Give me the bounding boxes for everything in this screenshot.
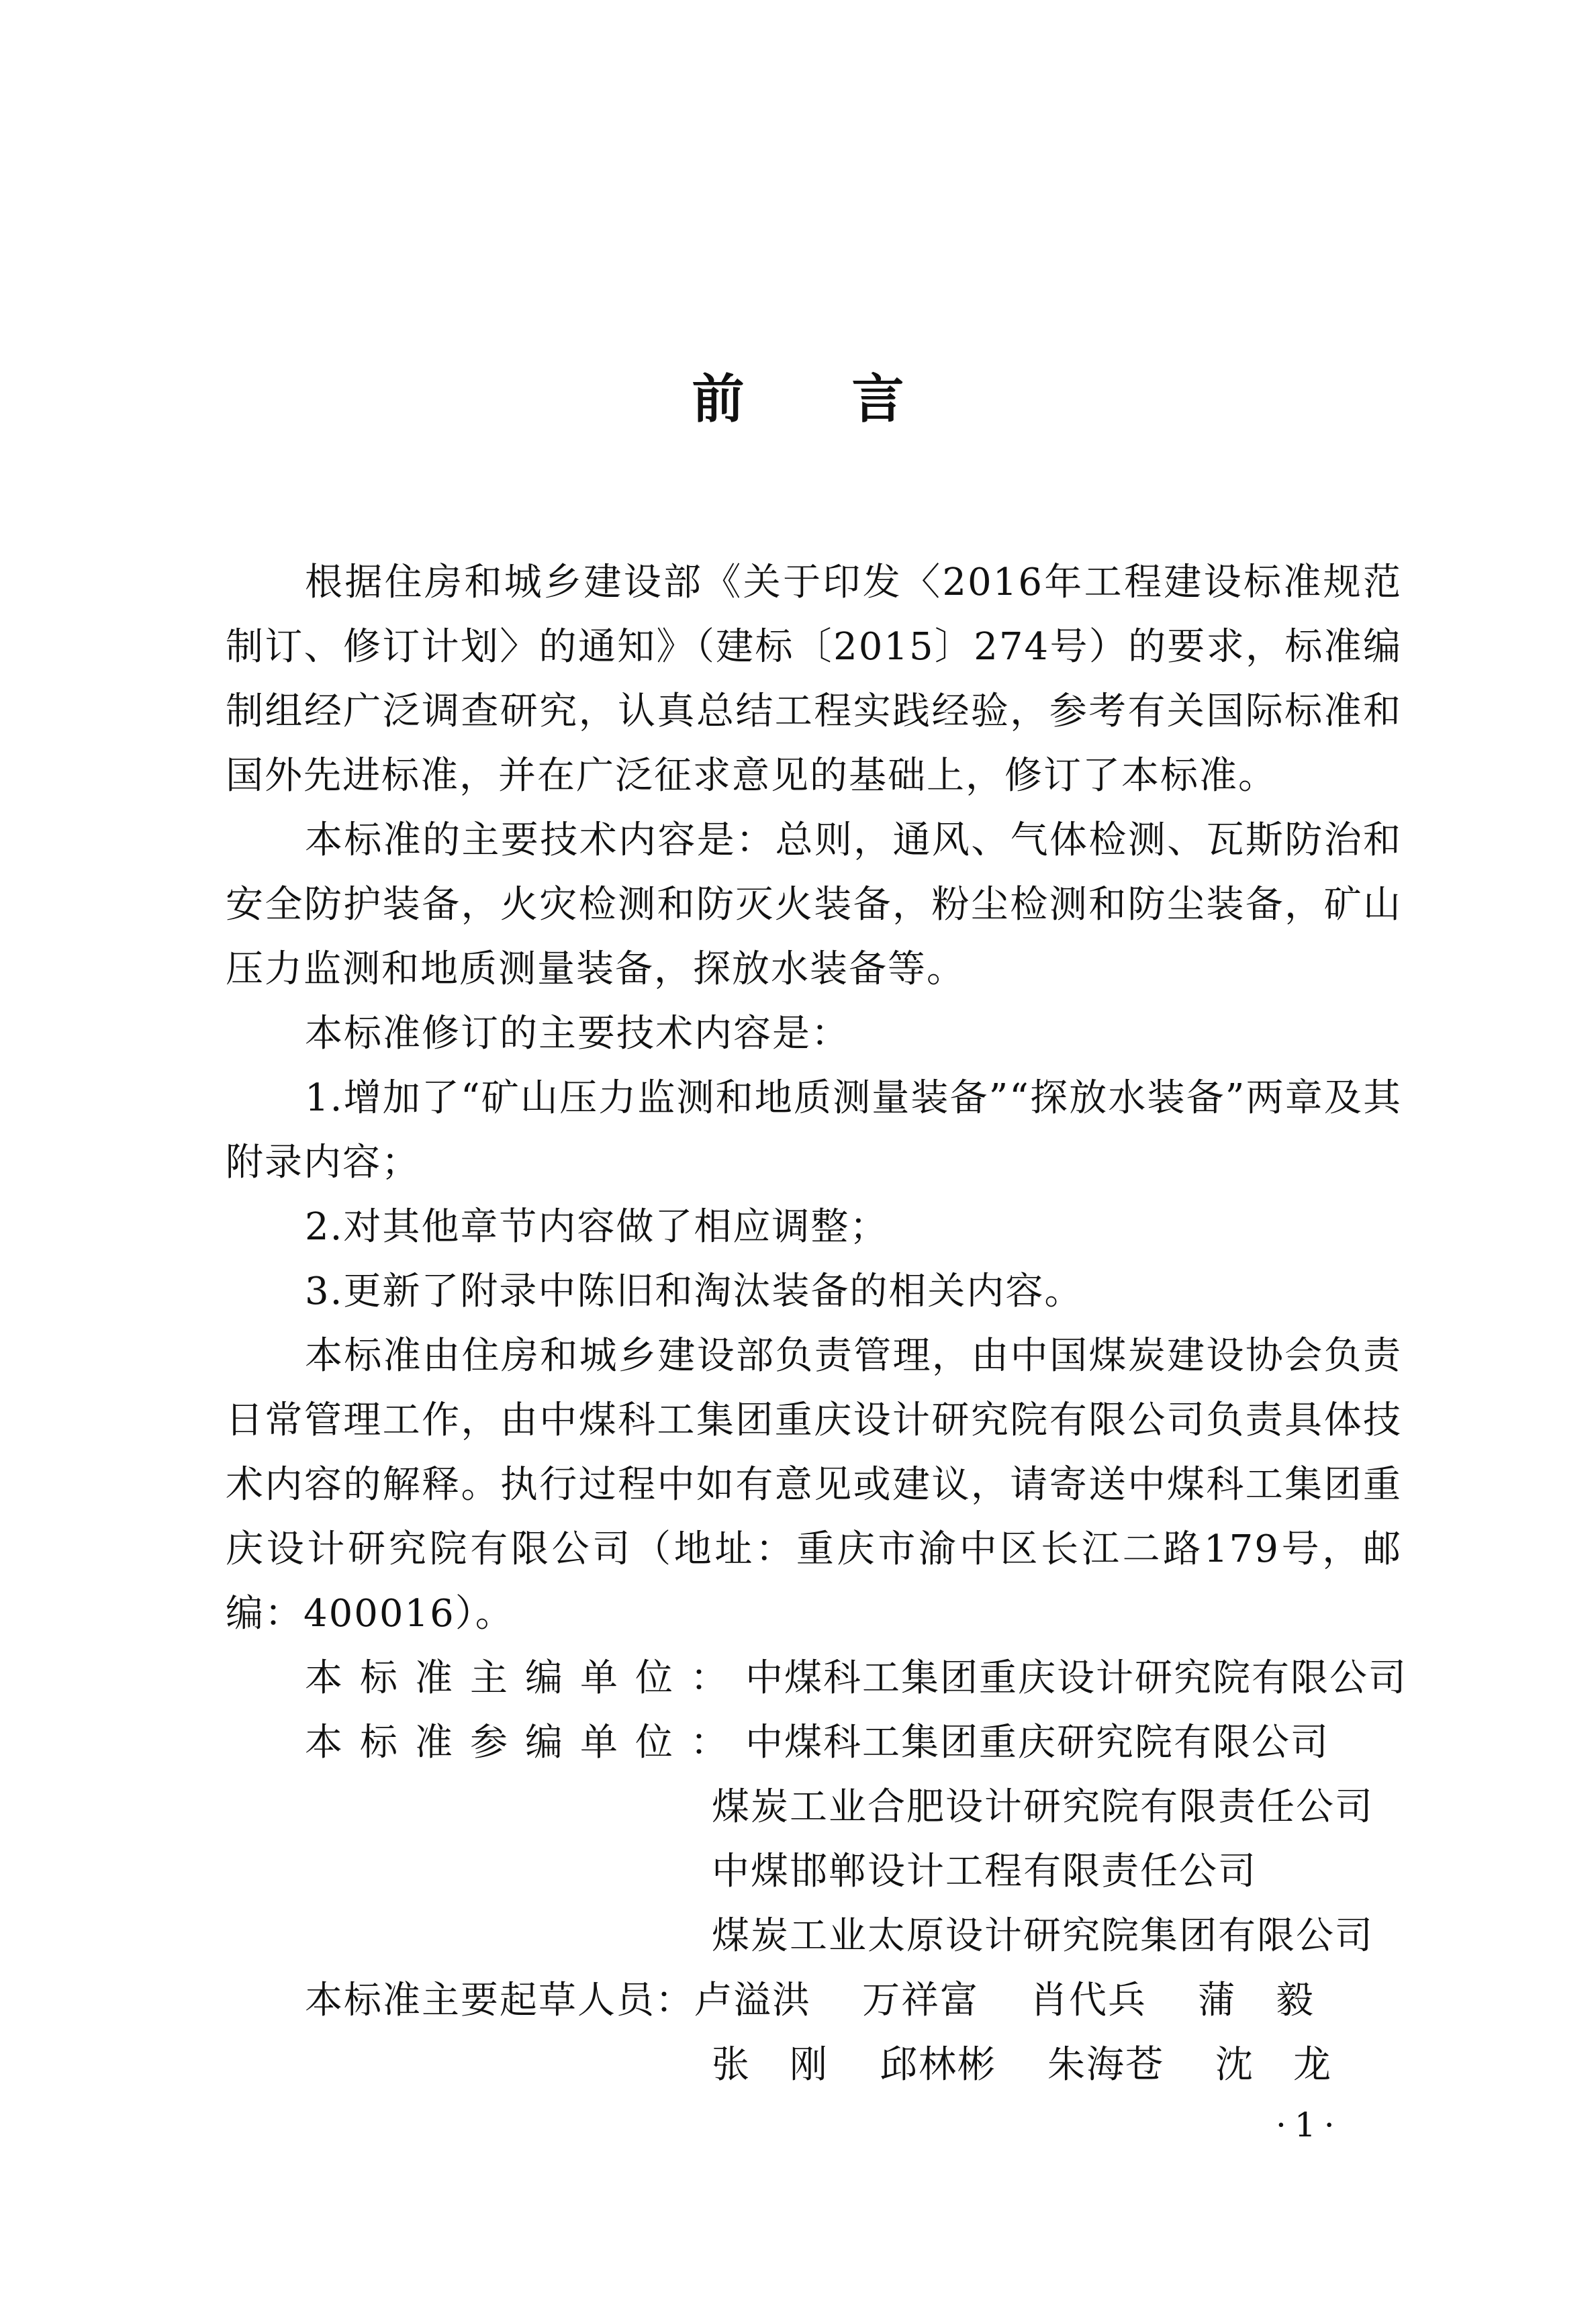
chief-unit-row: [305, 1646, 1407, 1711]
participating-unit: 中煤科工集团重庆研究院有限公司: [745, 1721, 1329, 1764]
participating-unit: 中煤邯郸设计工程有限责任公司: [712, 1850, 1257, 1893]
drafters-names-row-2: [712, 2033, 1383, 2097]
chief-unit-label: 本标准主编单位：: [305, 1656, 745, 1700]
chief-unit-value: 中煤科工集团重庆设计研究院有限公司: [745, 1656, 1407, 1700]
drafter-name: 张 刚: [712, 2043, 829, 2087]
revision-item-1: 1.增加了“矿山压力监测和地质测量装备”“探放水装备”两章及其附录内容；: [226, 1076, 1402, 1184]
drafter-name: 万祥富: [862, 1979, 979, 2022]
participating-units-label: 本标准参编单位：: [305, 1721, 745, 1764]
page-title: 前言: [692, 369, 1012, 430]
revision-intro-paragraph: 本标准修订的主要技术内容是：: [305, 1012, 850, 1055]
drafter-name: 卢溢洪: [694, 1979, 811, 2022]
drafter-name: 邱林彬: [880, 2043, 996, 2087]
drafter-name: 朱海苍: [1047, 2043, 1164, 2087]
revision-item-3: 3.更新了附录中陈旧和淘汰装备的相关内容。: [305, 1270, 1084, 1313]
drafters-label: 本标准主要起草人员：: [305, 1979, 694, 2022]
drafter-name: 肖代兵: [1030, 1979, 1147, 2022]
drafter-name: 蒲 毅: [1198, 1979, 1315, 2022]
participating-units-row: [305, 1711, 1329, 1775]
page-number: ·1·: [1276, 2106, 1343, 2144]
drafters-row: [305, 1969, 1366, 2033]
participating-unit: 煤炭工业太原设计研究院集团有限公司: [712, 1914, 1374, 1958]
main-content-paragraph: 本标准的主要技术内容是：总则，通风、气体检测、瓦斯防治和安全防护装备，火灾检测和防灭火装备，粉尘检测和防尘装备，矿山压力监测和地质测量装备，探放水装备等。: [226, 818, 1402, 991]
intro-paragraph: 根据住房和城乡建设部《关于印发〈2016年工程建设标准规范制订、修订计划〉的通知》（建标〔2015〕274号）的要求，标准编制组经广泛调查研究，认真总结工程实践经验，参考有关国际标准和国外先进标准，并在广泛征求意见的基础上，修订了本标准。: [226, 561, 1402, 798]
management-paragraph: 本标准由住房和城乡建设部负责管理，由中国煤炭建设协会负责日常管理工作，由中煤科工集团重庆设计研究院有限公司负责具体技术内容的解释。执行过程中如有意见或建议，请寄送中煤科工集团重庆设计研究院有限公司（地址：重庆市渝中区长江二路179号，邮编：400016）。: [226, 1334, 1402, 1636]
drafter-name: 沈 龙: [1215, 2043, 1332, 2087]
participating-unit: 煤炭工业合肥设计研究院有限责任公司: [712, 1785, 1374, 1829]
revision-item-2: 2.对其他章节内容做了相应调整；: [305, 1205, 889, 1249]
drafters-names-row-1: [694, 1979, 1366, 2022]
